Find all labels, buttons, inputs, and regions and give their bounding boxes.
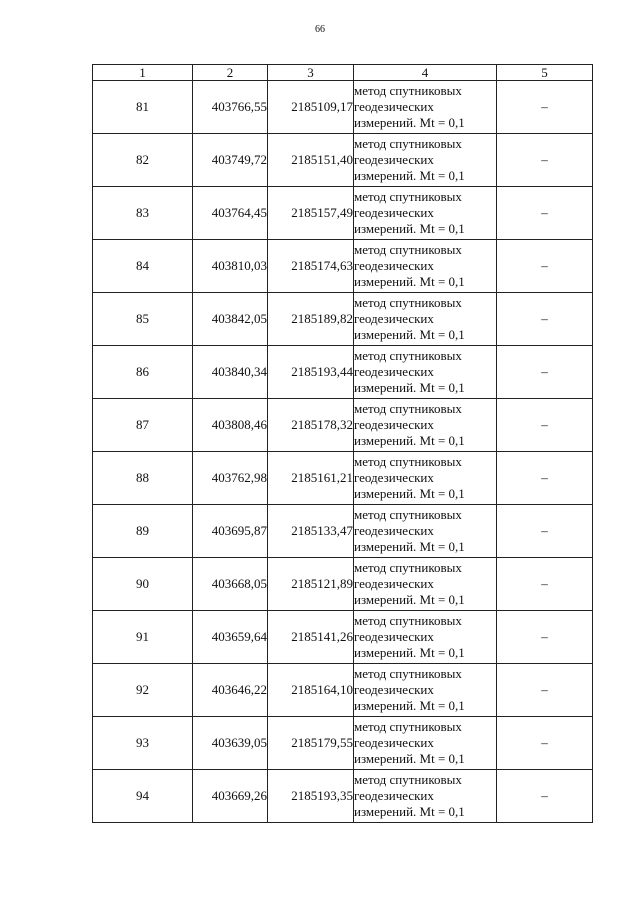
method-line: геодезических (354, 576, 434, 591)
method-line: измерений. Mt = 0,1 (354, 274, 465, 289)
column-5-value: – (497, 240, 593, 293)
table-body (93, 81, 593, 823)
point-number: 84 (93, 240, 193, 293)
point-number: 81 (93, 81, 193, 134)
method-line: измерений. Mt = 0,1 (354, 645, 465, 660)
method-cell (354, 187, 497, 240)
column-header: 1 (93, 65, 193, 81)
coordinate-y: 2185109,17 (268, 81, 354, 134)
column-5-value: – (497, 558, 593, 611)
table-header-row (93, 65, 593, 81)
point-number: 86 (93, 346, 193, 399)
column-header: 3 (268, 65, 354, 81)
method-line: геодезических (354, 523, 434, 538)
method-cell (354, 399, 497, 452)
point-number: 94 (93, 770, 193, 823)
table-row (93, 399, 593, 452)
point-number: 89 (93, 505, 193, 558)
coordinate-x: 403808,46 (193, 399, 268, 452)
method-line: геодезических (354, 258, 434, 273)
table-row (93, 558, 593, 611)
coordinate-x: 403764,45 (193, 187, 268, 240)
method-line: метод спутниковых (354, 83, 462, 98)
coordinate-y: 2185133,47 (268, 505, 354, 558)
column-5-value: – (497, 770, 593, 823)
method-cell (354, 81, 497, 134)
method-line: измерений. Mt = 0,1 (354, 804, 465, 819)
coordinate-y: 2185151,40 (268, 134, 354, 187)
coordinate-x: 403749,72 (193, 134, 268, 187)
method-line: метод спутниковых (354, 772, 462, 787)
column-5-value: – (497, 399, 593, 452)
column-5-value: – (497, 717, 593, 770)
table-row (93, 452, 593, 505)
method-line: метод спутниковых (354, 348, 462, 363)
column-5-value: – (497, 346, 593, 399)
method-line: геодезических (354, 735, 434, 750)
coordinate-y: 2185174,63 (268, 240, 354, 293)
table-row (93, 770, 593, 823)
coordinate-x: 403668,05 (193, 558, 268, 611)
method-cell (354, 346, 497, 399)
table-row (93, 346, 593, 399)
coordinate-y: 2185189,82 (268, 293, 354, 346)
coordinate-y: 2185141,26 (268, 611, 354, 664)
method-line: измерений. Mt = 0,1 (354, 539, 465, 554)
method-line: метод спутниковых (354, 719, 462, 734)
method-cell (354, 505, 497, 558)
page-number: 66 (315, 24, 325, 35)
point-number: 92 (93, 664, 193, 717)
method-cell (354, 558, 497, 611)
coordinate-x: 403840,34 (193, 346, 268, 399)
method-line: геодезических (354, 682, 434, 697)
method-line: метод спутниковых (354, 613, 462, 628)
point-number: 87 (93, 399, 193, 452)
method-line: геодезических (354, 417, 434, 432)
method-line: геодезических (354, 629, 434, 644)
method-cell (354, 452, 497, 505)
coordinate-y: 2185178,32 (268, 399, 354, 452)
method-line: геодезических (354, 99, 434, 114)
coordinate-x: 403669,26 (193, 770, 268, 823)
method-line: геодезических (354, 470, 434, 485)
coordinate-x: 403695,87 (193, 505, 268, 558)
table-row (93, 717, 593, 770)
table-row (93, 505, 593, 558)
column-5-value: – (497, 452, 593, 505)
method-line: геодезических (354, 205, 434, 220)
column-5-value: – (497, 293, 593, 346)
method-line: геодезических (354, 152, 434, 167)
method-cell (354, 293, 497, 346)
column-5-value: – (497, 611, 593, 664)
method-cell (354, 664, 497, 717)
method-cell (354, 240, 497, 293)
coordinate-x: 403766,55 (193, 81, 268, 134)
table-row (93, 240, 593, 293)
point-number: 82 (93, 134, 193, 187)
method-cell (354, 770, 497, 823)
point-number: 88 (93, 452, 193, 505)
coordinate-x: 403762,98 (193, 452, 268, 505)
coordinate-x: 403810,03 (193, 240, 268, 293)
method-line: метод спутниковых (354, 507, 462, 522)
point-number: 85 (93, 293, 193, 346)
method-line: геодезических (354, 364, 434, 379)
column-header: 2 (193, 65, 268, 81)
coordinate-y: 2185179,55 (268, 717, 354, 770)
method-line: метод спутниковых (354, 136, 462, 151)
table-row (93, 611, 593, 664)
method-line: измерений. Mt = 0,1 (354, 698, 465, 713)
coordinates-table (92, 64, 593, 823)
method-line: измерений. Mt = 0,1 (354, 380, 465, 395)
column-5-value: – (497, 187, 593, 240)
coordinate-x: 403842,05 (193, 293, 268, 346)
table-row (93, 664, 593, 717)
method-line: метод спутниковых (354, 242, 462, 257)
method-line: измерений. Mt = 0,1 (354, 221, 465, 236)
point-number: 93 (93, 717, 193, 770)
point-number: 90 (93, 558, 193, 611)
coordinate-y: 2185164,10 (268, 664, 354, 717)
coordinate-x: 403646,22 (193, 664, 268, 717)
table-row (93, 134, 593, 187)
method-line: геодезических (354, 788, 434, 803)
column-5-value: – (497, 505, 593, 558)
point-number: 83 (93, 187, 193, 240)
coordinate-x: 403659,64 (193, 611, 268, 664)
coordinate-y: 2185193,35 (268, 770, 354, 823)
method-line: метод спутниковых (354, 454, 462, 469)
column-header: 5 (497, 65, 593, 81)
method-line: измерений. Mt = 0,1 (354, 168, 465, 183)
method-line: метод спутниковых (354, 189, 462, 204)
coordinate-y: 2185157,49 (268, 187, 354, 240)
method-line: измерений. Mt = 0,1 (354, 433, 465, 448)
method-cell (354, 134, 497, 187)
column-5-value: – (497, 134, 593, 187)
coordinate-x: 403639,05 (193, 717, 268, 770)
method-line: метод спутниковых (354, 666, 462, 681)
method-line: измерений. Mt = 0,1 (354, 486, 465, 501)
coordinate-y: 2185193,44 (268, 346, 354, 399)
method-cell (354, 717, 497, 770)
method-line: метод спутниковых (354, 560, 462, 575)
point-number: 91 (93, 611, 193, 664)
column-5-value: – (497, 81, 593, 134)
column-header: 4 (354, 65, 497, 81)
coordinate-y: 2185161,21 (268, 452, 354, 505)
method-line: метод спутниковых (354, 295, 462, 310)
table-row (93, 81, 593, 134)
method-line: геодезических (354, 311, 434, 326)
column-5-value: – (497, 664, 593, 717)
method-line: измерений. Mt = 0,1 (354, 327, 465, 342)
method-cell (354, 611, 497, 664)
method-line: метод спутниковых (354, 401, 462, 416)
method-line: измерений. Mt = 0,1 (354, 115, 465, 130)
method-line: измерений. Mt = 0,1 (354, 592, 465, 607)
method-line: измерений. Mt = 0,1 (354, 751, 465, 766)
table-row (93, 293, 593, 346)
coordinate-y: 2185121,89 (268, 558, 354, 611)
table-row (93, 187, 593, 240)
